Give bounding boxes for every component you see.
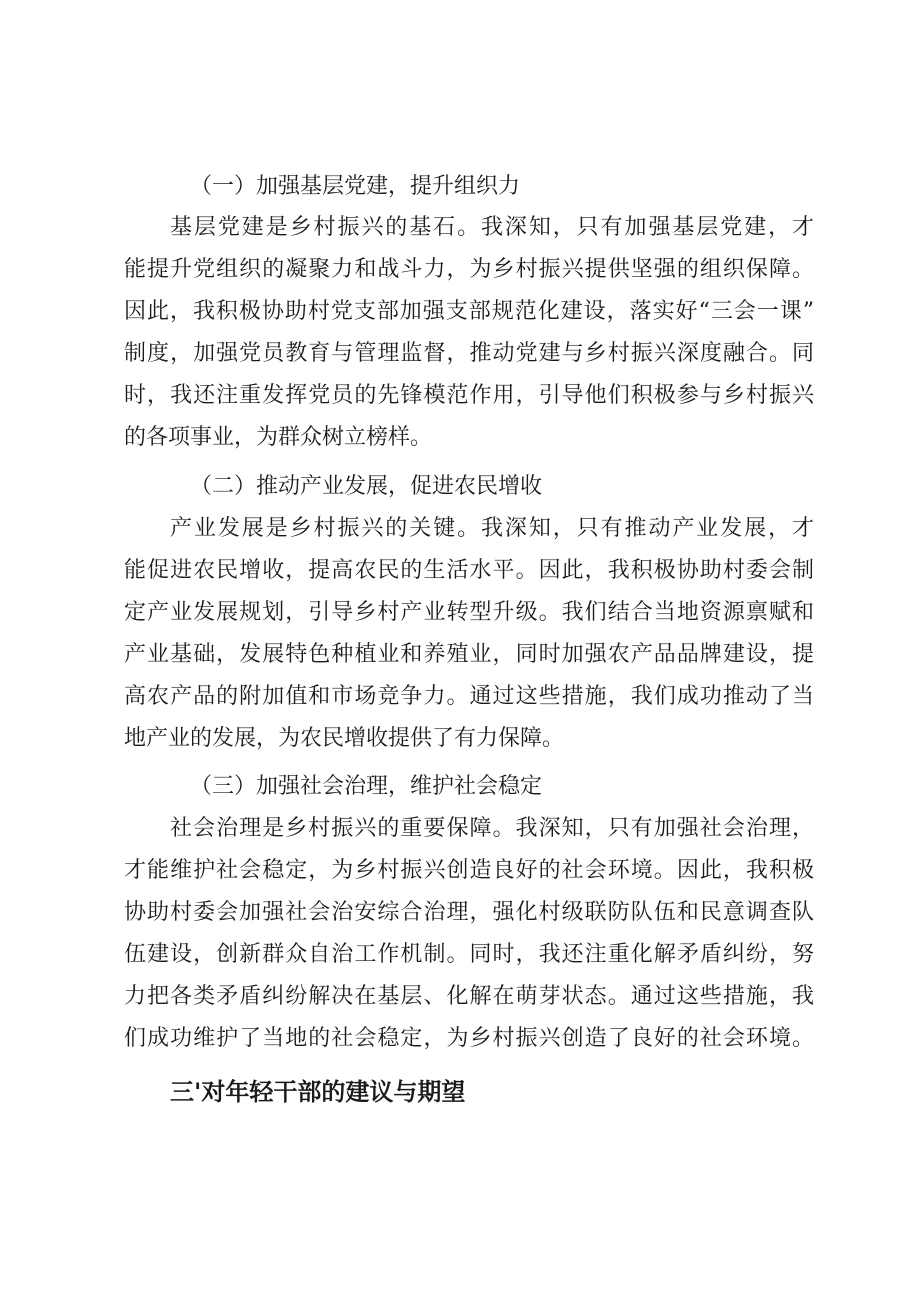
paragraph-line: 产业发展是乡村振兴的关键。我深知，只有推动产业发展，才	[170, 516, 814, 541]
section-heading-2: （二）推动产业发展，促进农民增收	[190, 474, 543, 499]
paragraph-line: 能提升党组织的凝聚力和战斗力，为乡村振兴提供坚强的组织保障。	[124, 257, 814, 282]
paragraph-line: 们成功维护了当地的社会稳定，为乡村振兴创造了良好的社会环境。	[124, 1026, 814, 1051]
paragraph-line: 高农产品的附加值和市场竞争力。通过这些措施，我们成功推动了当	[124, 684, 814, 709]
paragraph-line: 地产业的发展，为农民增收提供了有力保障。	[124, 726, 565, 751]
paragraph-line: 时，我还注重发挥党员的先锋模范作用，引导他们积极参与乡村振兴	[124, 383, 814, 408]
section-heading-3: （三）加强社会治理，维护社会稳定	[190, 774, 543, 799]
paragraph-line: 基层党建是乡村振兴的基石。我深知，只有加强基层党建，才	[170, 215, 814, 240]
paragraph-line: 才能维护社会稳定，为乡村振兴创造良好的社会环境。因此，我积极	[124, 858, 814, 883]
paragraph-line: 因此，我积极协助村党支部加强支部规范化建设，落实好“三会一课”	[124, 299, 814, 324]
paragraph-line: 协助村委会加强社会治安综合治理，强化村级联防队伍和民意调查队	[124, 900, 814, 925]
paragraph-line: 产业基础，发展特色种植业和养殖业，同时加强农产品品牌建设，提	[124, 642, 814, 667]
paragraph-line: 力把各类矛盾纠纷解决在基层、化解在萌芽状态。通过这些措施，我	[124, 984, 814, 1009]
section-heading-1: （一）加强基层党建，提升组织力	[190, 174, 521, 199]
paragraph-line: 的各项事业，为群众树立榜样。	[124, 425, 433, 450]
paragraph-line: 定产业发展规划，引导乡村产业转型升级。我们结合当地资源禀赋和	[124, 600, 814, 625]
paragraph-line: 伍建设，创新群众自治工作机制。同时，我还注重化解矛盾纠纷，努	[124, 942, 814, 967]
paragraph-line: 社会治理是乡村振兴的重要保障。我深知，只有加强社会治理，	[170, 816, 814, 841]
paragraph-line: 能促进农民增收，提高农民的生活水平。因此，我积极协助村委会制	[124, 558, 814, 583]
paragraph-line: 制度，加强党员教育与管理监督，推动党建与乡村振兴深度融合。同	[124, 341, 814, 366]
chapter-heading: 三'对年轻干部的建议与期望	[170, 1078, 466, 1106]
